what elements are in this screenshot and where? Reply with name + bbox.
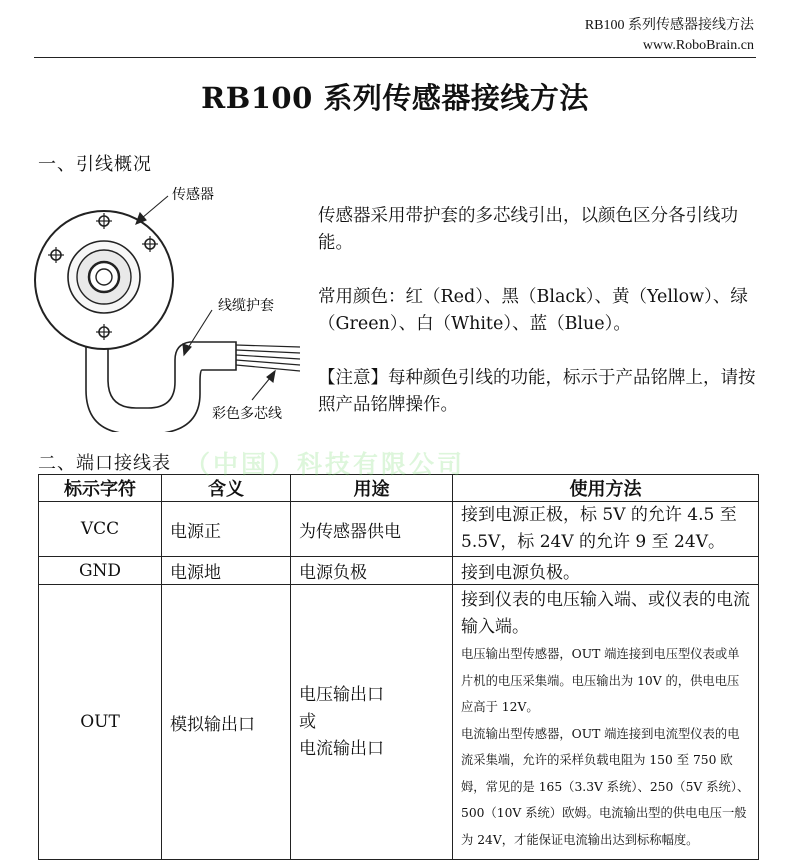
header-purpose: 用途 <box>291 475 453 502</box>
watermark: （中国）科技有限公司 <box>185 450 466 479</box>
section1-heading: 一、引线概况 <box>38 154 152 175</box>
page-title: RB100 系列传感器接线方法 <box>201 81 589 115</box>
table-row <box>39 557 759 585</box>
header-method: 使用方法 <box>453 475 759 502</box>
colored-wires-shape <box>236 345 300 371</box>
label-colored-wires: 彩色多芯线 <box>212 406 282 422</box>
cell-purpose: 电源负极 <box>291 557 453 585</box>
colors-paragraph: 常用颜色：红（Red）、黑（Black）、黄（Yellow）、绿（Green）、白（White）、蓝（Blue）。 <box>318 287 748 334</box>
cell-method: 接到电源正极，标 5V 的允许 4.5 至 5.5V，标 24V 的允许 9 至 24V。 <box>453 502 759 557</box>
intro-paragraph: 传感器采用带护套的多芯线引出，以颜色区分各引线功能。 <box>318 206 738 253</box>
header-website: www.RoboBrain.cn <box>642 38 754 53</box>
port-wiring-table <box>38 474 759 860</box>
label-cable-sheath: 线缆护套 <box>218 298 274 314</box>
cell-meaning: 电源正 <box>162 502 291 557</box>
header-rule <box>34 57 756 58</box>
purpose-current-output: 电流输出口 <box>299 738 384 759</box>
method-voltage-note: 电压输出型传感器，OUT 端连接到电压型仪表或单片机的电压采集端。电压输出为 10V 的，供电电压应高于 12V。 <box>461 647 740 714</box>
header-right <box>585 16 754 56</box>
table-row <box>39 585 759 860</box>
cell-method <box>453 585 759 860</box>
header-doc-name: RB100 系列传感器接线方法 <box>584 18 754 33</box>
header-meaning: 含义 <box>162 475 291 502</box>
table-header-row <box>39 475 759 502</box>
header-symbol: 标示字符 <box>39 475 162 502</box>
cell-symbol: VCC <box>39 502 162 557</box>
cell-symbol: GND <box>39 557 162 585</box>
cell-meaning: 模拟输出口 <box>162 585 291 860</box>
table-row <box>39 502 759 557</box>
cell-meaning: 电源地 <box>162 557 291 585</box>
sensor-diagram <box>30 182 320 432</box>
method-main: 接到仪表的电压输入端、或仪表的电流输入端。 <box>461 590 750 637</box>
cell-method: 接到电源负极。 <box>453 557 759 585</box>
purpose-voltage-output: 电压输出口 <box>299 684 384 705</box>
cell-symbol: OUT <box>39 585 162 860</box>
cell-purpose: 为传感器供电 <box>291 502 453 557</box>
section2-heading: 二、端口接线表 <box>38 453 171 474</box>
purpose-or: 或 <box>299 711 316 732</box>
sensor-port-hole <box>96 269 112 285</box>
cell-purpose <box>291 585 453 860</box>
method-current-note: 电流输出型传感器，OUT 端连接到电流型仪表的电流采集端，允许的采样负载电阻为 150 至 750 欧姆，常见的是 165（3.3V 系统）、250（5V 系统）、500（10V 系统）欧姆。电流输出型的供电电压一般为 24V，才能保证电流输出达到标称幅度。 <box>461 726 750 847</box>
notice-paragraph: 【注意】每种颜色引线的功能，标示于产品铭牌上，请按照产品铭牌操作。 <box>318 368 756 415</box>
label-sensor: 传感器 <box>172 187 214 203</box>
